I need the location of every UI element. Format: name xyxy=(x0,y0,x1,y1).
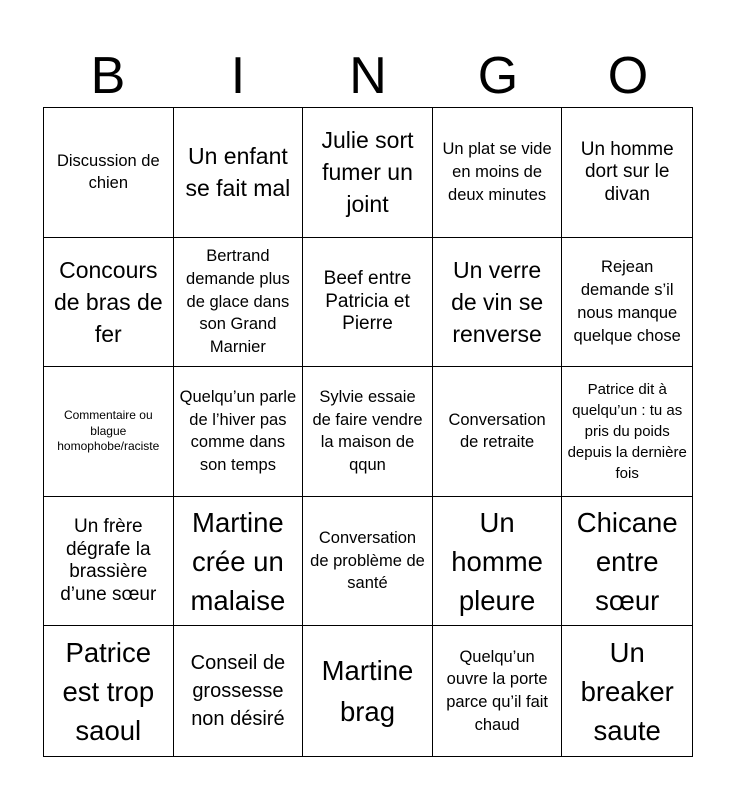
bingo-header xyxy=(43,44,693,108)
header-letter-g: G xyxy=(477,47,519,105)
bingo-cell-5-3[interactable]: Martine brag xyxy=(303,626,433,756)
header-letter-o: O xyxy=(607,47,649,105)
bingo-cell-2-2[interactable]: Bertrand demande plus de glace dans son Grand Marnier xyxy=(174,238,304,368)
bingo-cell-1-1[interactable]: Discussion de chien xyxy=(44,108,174,238)
bingo-cell-3-2[interactable]: Quelqu’un parle de l’hiver pas comme dans son temps xyxy=(174,367,304,497)
bingo-cell-3-5[interactable]: Patrice dit à quelqu’un : tu as pris du poids depuis la dernière fois xyxy=(562,367,692,497)
header-letter-b: B xyxy=(90,47,126,105)
bingo-cell-2-1[interactable]: Concours de bras de fer xyxy=(44,238,174,368)
bingo-cell-4-5[interactable]: Chicane entre sœur xyxy=(562,497,692,627)
bingo-cell-4-3[interactable]: Conversation de problème de santé xyxy=(303,497,433,627)
bingo-cell-5-4[interactable]: Quelqu’un ouvre la porte parce qu’il fait chaud xyxy=(433,626,563,756)
header-letter-i: I xyxy=(230,47,246,105)
bingo-cell-5-1[interactable]: Patrice est trop saoul xyxy=(44,626,174,756)
bingo-cell-4-4[interactable]: Un homme pleure xyxy=(433,497,563,627)
bingo-cell-1-4[interactable]: Un plat se vide en moins de deux minutes xyxy=(433,108,563,238)
bingo-grid xyxy=(43,107,693,757)
bingo-cell-5-5[interactable]: Un breaker saute xyxy=(580,636,674,746)
bingo-cell-2-4[interactable]: Un verre de vin se renverse xyxy=(433,238,563,368)
bingo-cell-4-1[interactable]: Un frère dégrafe la brassière d’une sœur xyxy=(44,497,174,627)
bingo-cell-3-1[interactable]: Commentaire ou blague homophobe/raciste xyxy=(44,367,174,497)
bingo-cell-2-3[interactable]: Beef entre Patricia et Pierre xyxy=(303,238,433,368)
bingo-cell-4-2[interactable]: Martine crée un malaise xyxy=(174,497,304,627)
header-letter-n: N xyxy=(349,47,387,105)
bingo-cell-1-2[interactable]: Un enfant se fait mal xyxy=(174,108,304,238)
bingo-cell-2-5[interactable]: Rejean demande s’il nous manque quelque chose xyxy=(562,238,692,368)
bingo-cell-1-3[interactable]: Julie sort fumer un joint xyxy=(303,108,433,238)
bingo-cell-1-5[interactable]: Un homme dort sur le divan xyxy=(562,108,692,238)
bingo-cell-3-4[interactable]: Conversation de retraite xyxy=(433,367,563,497)
bingo-cell-5-2[interactable]: Conseil de grossesse non désiré xyxy=(174,626,304,756)
bingo-cell-3-3[interactable]: Sylvie essaie de faire vendre la maison de qqun xyxy=(303,367,433,497)
